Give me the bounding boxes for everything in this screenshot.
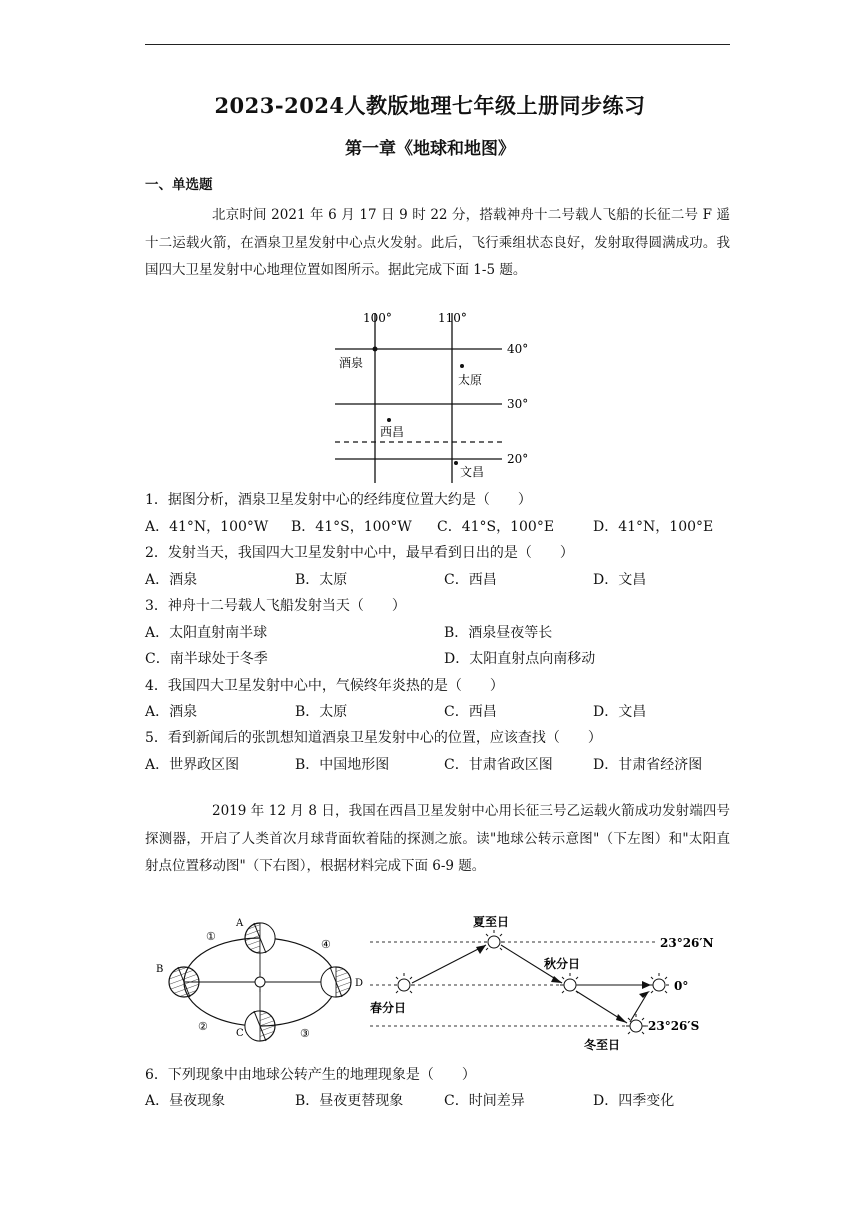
earth-icon-d xyxy=(321,967,351,997)
orbit-number-3: ③ xyxy=(300,1027,310,1040)
q5-option-c: C．甘肃省政区图 xyxy=(444,757,553,773)
q2-option-b: B．太原 xyxy=(295,572,348,588)
lat-30-label: 30° xyxy=(507,397,529,411)
q3-option-b: B．酒泉昼夜等长 xyxy=(444,625,553,641)
sun-autumn-icon xyxy=(560,973,580,993)
launch-centers-map xyxy=(330,305,535,485)
lat-20-label: 20° xyxy=(507,452,529,466)
header-rule xyxy=(145,44,730,45)
question-4-stem: 4．我国四大卫星发射中心中，气候终年炎热的是（ ） xyxy=(145,678,504,694)
q4-option-d: D．文昌 xyxy=(593,704,647,720)
q1-option-c: C．41°S，100°E xyxy=(437,519,555,535)
tropic-north-label: 23°26′N xyxy=(660,936,714,950)
orbit-label-b: B xyxy=(156,964,164,975)
spring-equinox-label: 春分日 xyxy=(370,1001,407,1015)
orbit-number-4: ④ xyxy=(321,938,331,951)
autumn-equinox-label: 秋分日 xyxy=(544,957,581,971)
chapter-title: 第一章《地球和地图》 xyxy=(345,139,515,159)
sun-summer-icon xyxy=(484,930,504,950)
taiyuan-dot xyxy=(460,364,464,368)
q2-option-a: A．酒泉 xyxy=(145,572,198,588)
wenchang-label: 文昌 xyxy=(460,465,485,479)
sun-icon xyxy=(250,972,270,992)
summer-solstice-label: 夏至日 xyxy=(473,915,510,929)
q6-option-a: A．昼夜现象 xyxy=(145,1093,226,1109)
q1-option-d: D．41°N，100°E xyxy=(593,519,714,535)
lon-110-label: 110° xyxy=(438,311,467,325)
taiyuan-label: 太原 xyxy=(458,373,483,387)
q3-option-a: A．太阳直射南半球 xyxy=(145,625,268,641)
earth-revolution-diagram xyxy=(148,912,370,1052)
q5-option-d: D．甘肃省经济图 xyxy=(593,757,703,773)
q6-option-d: D．四季变化 xyxy=(593,1093,675,1109)
q2-option-c: C．西昌 xyxy=(444,572,497,588)
xichang-dot xyxy=(387,418,391,422)
xichang-label: 西昌 xyxy=(380,425,405,439)
q4-option-b: B．太原 xyxy=(295,704,348,720)
question-1-stem: 1．据图分析，酒泉卫星发射中心的经纬度位置大约是（ ） xyxy=(145,492,532,508)
earth-icon-b xyxy=(169,967,199,997)
q1-option-b: B．41°S，100°W xyxy=(291,519,412,535)
lon-100-label: 100° xyxy=(363,311,392,325)
earth-icon-a xyxy=(245,923,275,953)
q6-option-b: B．昼夜更替现象 xyxy=(295,1093,404,1109)
sun-spring-icon xyxy=(394,973,414,993)
jiuquan-dot xyxy=(373,347,378,352)
q3-option-c: C．南半球处于冬季 xyxy=(145,651,268,667)
q6-option-c: C．时间差异 xyxy=(444,1093,525,1109)
q4-option-c: C．西昌 xyxy=(444,704,497,720)
passage-2: 2019 年 12 月 8 日，我国在西昌卫星发射中心用长征三号乙运载火箭成功发射端四号探测器，开启了人类首次月球背面软着陆的探测之旅。读"地球公转示意图"（下左图）和"太阳直射点位置移动图"（下右图），根据材料完成下面 6-9 题。 xyxy=(145,803,730,874)
jiuquan-label: 酒泉 xyxy=(339,356,364,370)
equator-label: 0° xyxy=(674,979,689,993)
winter-solstice-label: 冬至日 xyxy=(584,1038,621,1052)
orbit-label-a: A xyxy=(236,918,244,929)
q5-option-a: A．世界政区图 xyxy=(145,757,240,773)
tropic-south-label: 23°26′S xyxy=(648,1019,700,1033)
subsolar-point-diagram xyxy=(368,912,720,1062)
orbit-number-1: ① xyxy=(206,930,216,943)
orbit-label-c: C xyxy=(236,1028,244,1039)
question-2-stem: 2．发射当天，我国四大卫星发射中心中，最早看到日出的是（ ） xyxy=(145,545,574,561)
lat-40-label: 40° xyxy=(507,342,529,356)
question-6-stem: 6．下列现象中由地球公转产生的地理现象是（ ） xyxy=(145,1067,476,1083)
orbit-number-2: ② xyxy=(198,1020,208,1033)
question-5-stem: 5．看到新闻后的张凯想知道酒泉卫星发射中心的位置，应该查找（ ） xyxy=(145,730,602,746)
sun-next-spring-icon xyxy=(649,973,669,993)
q4-option-a: A．酒泉 xyxy=(145,704,198,720)
question-3-stem: 3．神舟十二号载人飞船发射当天（ ） xyxy=(145,598,406,614)
document-title: 2023-2024人教版地理七年级上册同步练习 xyxy=(214,93,646,118)
q3-option-d: D．太阳直射点向南移动 xyxy=(444,651,596,667)
q1-option-a: A．41°N，100°W xyxy=(145,519,269,535)
q5-option-b: B．中国地形图 xyxy=(295,757,390,773)
passage-1: 北京时间 2021 年 6 月 17 日 9 时 22 分，搭载神舟十二号载人飞船的长征二号 F 遥十二运载火箭，在酒泉卫星发射中心点火发射。此后，飞行乘组状态良好，发射取得圆满成功。我国四大卫星发射中心地理位置如图所示。据此完成下面 1-5 题。 xyxy=(145,207,730,278)
sun-winter-icon xyxy=(626,1014,646,1034)
earth-icon-c xyxy=(245,1011,275,1041)
section-heading: 一、单选题 xyxy=(145,177,213,193)
orbit-label-d: D xyxy=(355,978,364,989)
q2-option-d: D．文昌 xyxy=(593,572,647,588)
wenchang-dot xyxy=(454,461,458,465)
